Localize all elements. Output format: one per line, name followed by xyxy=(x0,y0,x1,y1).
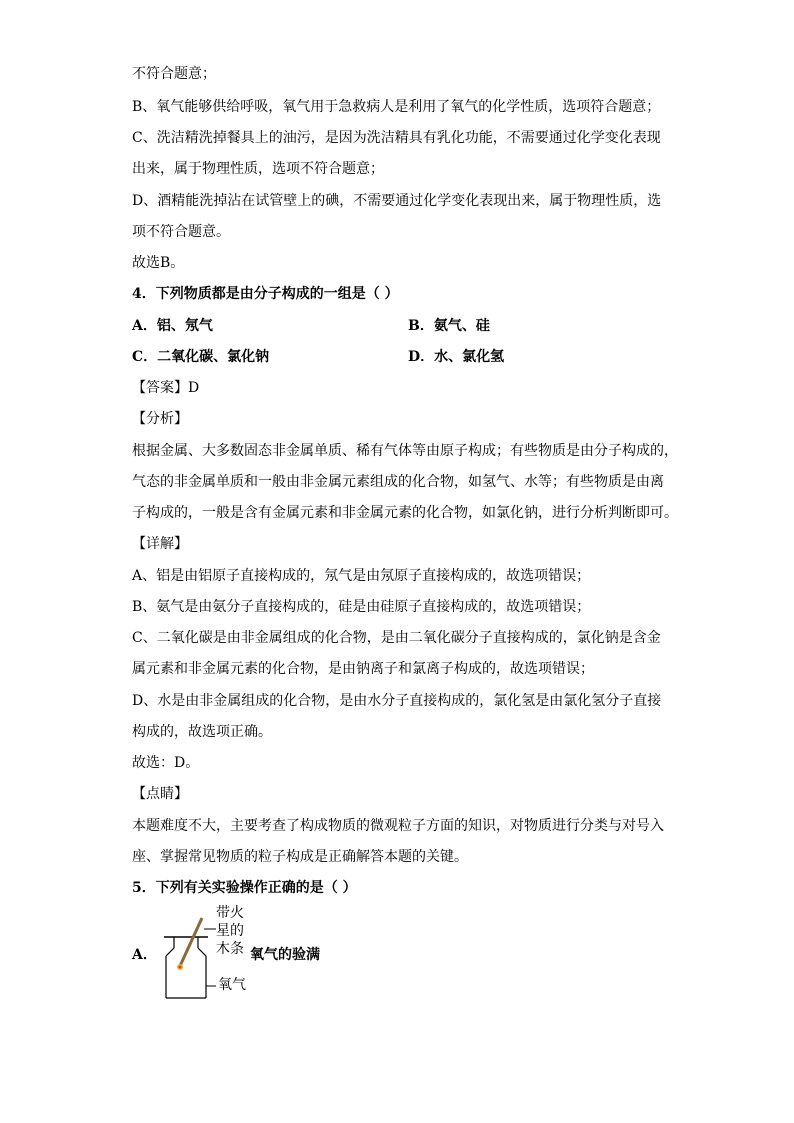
question-4-detail-line-7: 故选：D。 xyxy=(132,755,200,771)
question-5-stem: 5．下列有关实验操作正确的是（ ） xyxy=(132,880,357,896)
question-4-analysis-heading: 【分析】 xyxy=(132,411,188,427)
stick-label-line-1: 带火 xyxy=(216,905,244,921)
continued-line-6: 项不符合题意。 xyxy=(132,224,230,240)
continued-line-3: C、洗洁精洗掉餐具上的油污，是因为洗洁精具有乳化功能，不需要通过化学变化表现 xyxy=(132,130,661,146)
question-4-detail-line-5: D、水是由非金属组成的化合物，是由水分子直接构成的，氯化氢是由氯化氢分子直接 xyxy=(132,693,662,709)
question-5-option-a-letter: A． xyxy=(132,947,157,963)
question-4-comment-heading: 【点睛】 xyxy=(132,786,188,802)
question-4-detail-line-3: C、二氧化碳是由非金属组成的化合物，是由二氧化碳分子直接构成的，氯化钠是含金 xyxy=(132,630,661,646)
question-4-answer: 【答案】D xyxy=(132,380,200,396)
question-4-comment-line-1: 本题难度不大，主要考查了构成物质的微观粒子方面的知识，对物质进行分类与对号入 xyxy=(132,818,664,834)
question-4-detail-line-2: B、氨气是由氨分子直接构成的，硅是由硅原子直接构成的，故选项错误； xyxy=(132,599,591,615)
question-4-analysis-line-1: 根据金属、大多数固态非金属单质、稀有气体等由原子构成；有些物质是由分子构成的， xyxy=(132,443,678,459)
diagram-caption: 氧气的验满 xyxy=(250,947,320,963)
question-4-option-d: D．水、氯化氢 xyxy=(408,349,505,365)
continued-line-5: D、酒精能洗掉沾在试管壁上的碘，不需要通过化学变化表现出来，属于物理性质，选 xyxy=(132,193,662,209)
question-4-detail-heading: 【详解】 xyxy=(132,536,188,552)
question-4-detail-line-6: 构成的，故选项正确。 xyxy=(132,724,272,740)
gas-label: 氧气 xyxy=(218,977,246,993)
question-4-option-c: C．二氧化碳、氯化钠 xyxy=(132,349,270,365)
continued-line-1: 不符合题意； xyxy=(132,66,216,82)
stick-label-line-3: 木条 xyxy=(216,941,244,957)
continued-line-4: 出来，属于物理性质，选项不符合题意； xyxy=(132,161,384,177)
question-4-option-a: A．铝、氖气 xyxy=(132,318,213,334)
continued-line-2: B、氧气能够供给呼吸，氧气用于急救病人是利用了氧气的化学性质，选项符合题意； xyxy=(132,99,661,115)
oxygen-test-diagram xyxy=(130,900,390,1010)
question-4-comment-line-2: 座、掌握常见物质的粒子构成是正确解答本题的关键。 xyxy=(132,849,468,865)
question-4-option-b: B．氨气、硅 xyxy=(408,318,490,334)
stick-label-line-2: 星的 xyxy=(216,923,244,939)
continued-line-7: 故选B。 xyxy=(132,255,185,271)
question-4-detail-line-4: 属元素和非金属元素的化合物，是由钠离子和氯离子构成的，故选项错误； xyxy=(132,661,594,677)
question-4-analysis-line-2: 气态的非金属单质和一般由非金属元素组成的化合物，如氢气、水等；有些物质是由离 xyxy=(132,474,664,490)
question-4-detail-line-1: A、铝是由铝原子直接构成的，氖气是由氖原子直接构成的，故选项错误； xyxy=(132,568,591,584)
question-4-analysis-line-3: 子构成的，一般是含有金属元素和非金属元素的化合物，如氯化钠，进行分析判断即可。 xyxy=(132,505,678,521)
question-4-stem: 4．下列物质都是由分子构成的一组是（ ） xyxy=(132,286,399,302)
